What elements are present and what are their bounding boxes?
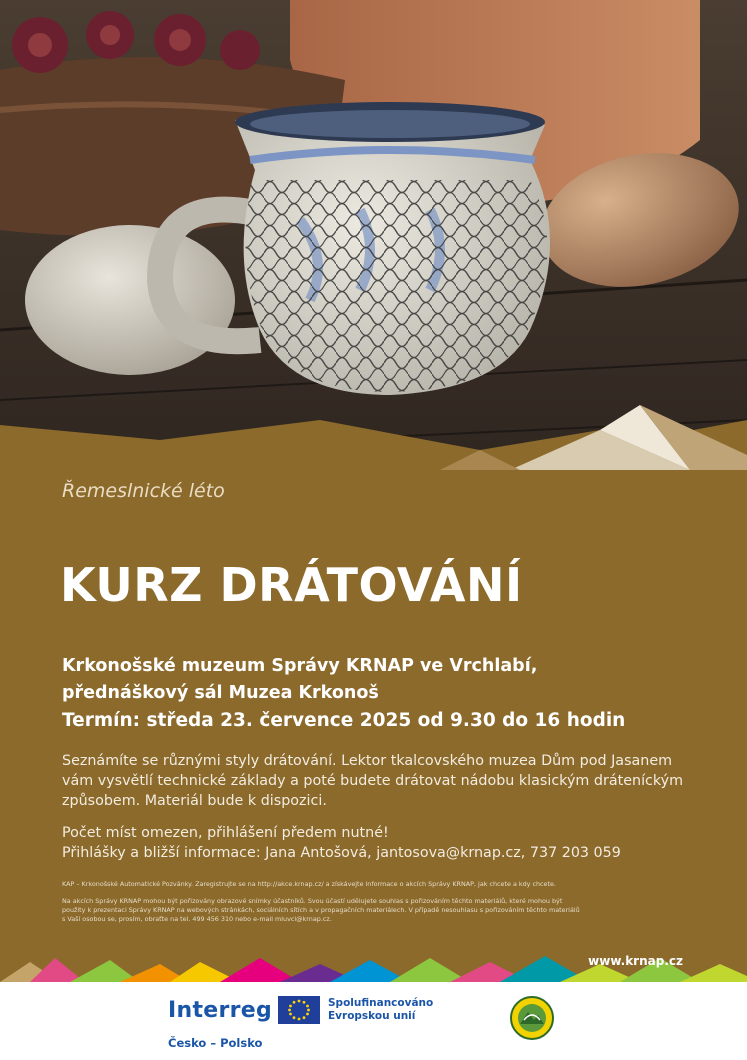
mountain-overlay xyxy=(0,0,747,470)
interreg-logo: Interreg xyxy=(168,998,273,1023)
interreg-region: Česko – Polsko xyxy=(168,1036,263,1050)
event-title: KURZ DRÁTOVÁNÍ xyxy=(60,558,523,612)
description-text: Seznámíte se různými styly drátování. Lektor tkalcovského muzea Dům pod Jasanem vám vysvětlí technické základy a poté budete drátovat nádobu klasickým dráteníckým způsobem. Materiál bude k dispozici. xyxy=(62,753,684,809)
event-description xyxy=(62,751,692,875)
registration-line-2: Přihlášky a bližší informace: Jana Antošová, jantosova@krnap.cz, 737 203 059 xyxy=(62,845,621,861)
fine-print xyxy=(62,880,582,932)
series-subtitle: Řemeslnické léto xyxy=(62,480,225,502)
eu-line-1: Spolufinancováno xyxy=(328,997,434,1009)
sponsor-footer xyxy=(0,982,747,1060)
event-date: Termín: středa 23. července 2025 od 9.30 do 16 hodin xyxy=(62,710,626,731)
venue xyxy=(62,653,702,707)
krnap-seal-icon xyxy=(510,996,554,1040)
photo-notice: Na akcích Správy KRNAP mohou být pořizovány obrazové snímky účastníků. Svou účastí udělujete souhlas s pořizováním těchto materiálů, které mohou být použity k prezentaci Správy KRNAP na webových stránkách, sociálních sítích a v propagačních materiálech. V případě nesouhlasu s pořizováním těchto materiálů s Vaší osobou se, prosím, obraťte na tel. 499 456 310 nebo e-mail mluvci@krnap.cz. xyxy=(62,897,580,923)
eu-cofunding-text xyxy=(328,997,433,1023)
registration-info xyxy=(62,823,692,863)
eu-line-2: Evropskou unií xyxy=(328,1010,416,1022)
kap-notice: KAP – Krkonošské Automatické Pozvánky. Zaregistrujte se na http://akce.krnap.cz/ a získávejte informace o akcích Správy KRNAP, jak chcete a kdy chcete. xyxy=(62,880,556,888)
venue-line-2: přednáškový sál Muzea Krkonoš xyxy=(62,683,379,703)
venue-line-1: Krkonošské muzeum Správy KRNAP ve Vrchlabí, xyxy=(62,656,538,676)
eu-flag-icon xyxy=(278,996,320,1024)
website-link[interactable]: www.krnap.cz xyxy=(588,954,683,968)
registration-line-1: Počet míst omezen, přihlášení předem nutné! xyxy=(62,825,389,841)
